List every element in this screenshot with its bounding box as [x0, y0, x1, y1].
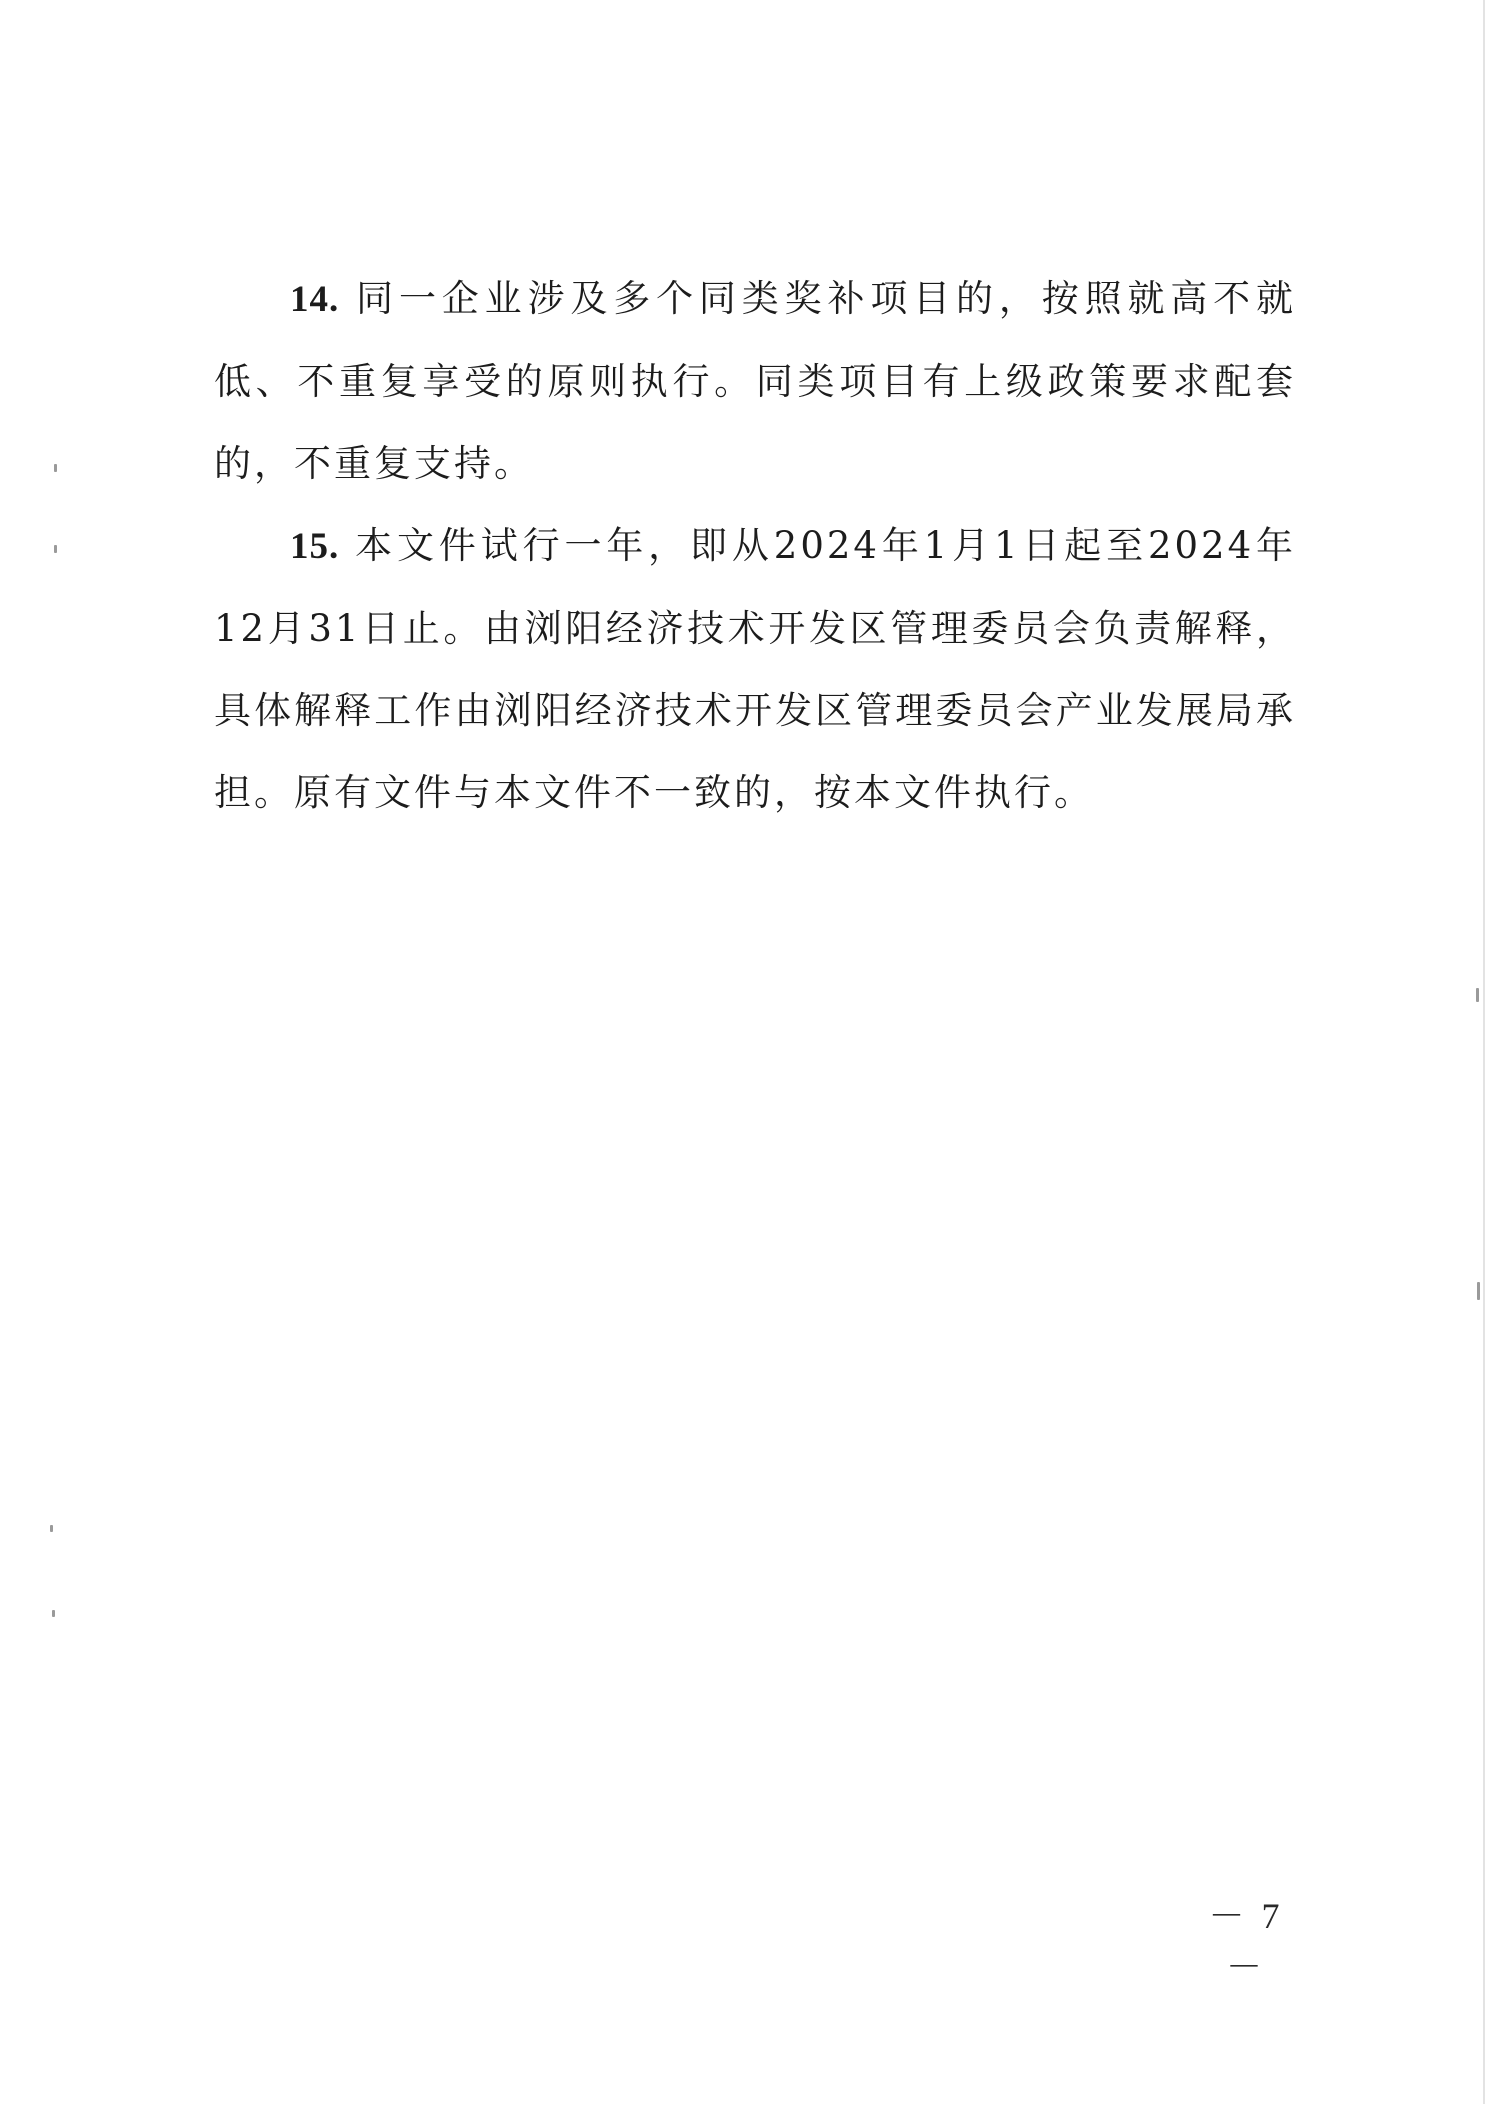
- paragraph-15: [214, 505, 1296, 834]
- paragraph-text: 同一企业涉及多个同类奖补项目的，按照就高不就低、不重复享受的原则执行。同类项目有上级政策要求配套的，不重复支持。: [214, 277, 1296, 485]
- scan-speck: [1477, 1282, 1480, 1300]
- paragraph-number: 14.: [290, 279, 340, 320]
- scan-speck: [54, 545, 57, 553]
- scan-speck: [50, 1525, 53, 1532]
- paragraph-number: 15.: [290, 526, 340, 567]
- scan-speck: [1476, 988, 1479, 1002]
- scan-speck: [52, 1610, 55, 1617]
- scan-speck: [54, 464, 57, 472]
- scan-edge-right: [1483, 0, 1485, 2104]
- paragraph-14: [214, 258, 1296, 505]
- document-body: [214, 258, 1296, 834]
- page-number: － 7 －: [1208, 1896, 1284, 1987]
- paragraph-text: 本文件试行一年，即从2024年1月1日起至2024年12月31日止。由浏阳经济技术开发区管理委员会负责解释，具体解释工作由浏阳经济技术开发区管理委员会产业发展局承担。原有文件与本文件不一致的，按本文件执行。: [214, 524, 1296, 814]
